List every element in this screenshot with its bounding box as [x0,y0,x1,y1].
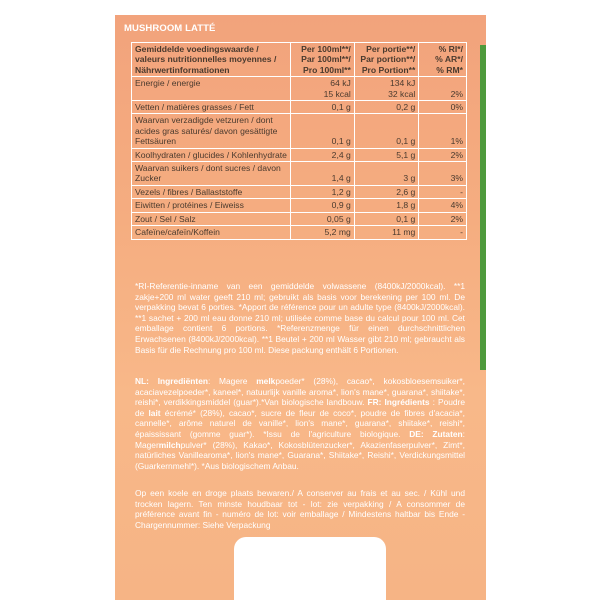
table-row [132,212,467,225]
row-ri: - [419,226,467,239]
header-nutrient: Gemiddelde voedingswaarde / valeurs nutritionnelles moyennes / Nährwertinformationen [132,43,291,77]
row-per100: 1,2 g [291,185,355,198]
row-label: Koolhydraten / glucides / Kohlenhydrate [132,148,291,161]
row-per100: 1,4 g [291,162,355,186]
row-per100: 0,1 g [291,114,355,148]
row-per-portion: 0,1 g [354,212,419,225]
row-per100: 0,05 g [291,212,355,225]
row-per100: 64 kJ 15 kcal [291,77,355,101]
row-ri: 4% [419,199,467,212]
table-row [132,101,467,114]
nutrition-table [131,42,467,240]
table-row [132,114,467,148]
blank-date-area [234,537,386,600]
product-title: MUSHROOM LATTÉ [124,23,216,34]
row-label: Vetten / matières grasses / Fett [132,101,291,114]
header-per-100ml: Per 100ml**/ Par 100ml**/ Pro 100ml** [291,43,355,77]
table-row [132,77,467,101]
ingredients-nl-pre: : Magere [207,376,257,386]
reference-intake-footnote [135,281,465,355]
package-green-edge [480,45,486,370]
footnote-text: *RI-Referentie-inname van een gemiddelde volwassene (8400kJ/2000kcal). **1 zakje+200 ml water geeft 210 ml; gebruikt als basis voor berekening per 100 ml. De verpakking bevat 6 porties. *Apport de référence pour un adulte type (8400kJ/2000kcal). **1 sachet + 200 ml eau donne 210 ml; utilisée comme base du calcul pour 100 ml. Cet emballage contient 6 portions. *Referenzmenge für einen durchschnittlichen Erwachsenen (8400kJ/2000kcal). **1 Beutel + 200 ml Wasser gibt 210 ml; gebraucht als Basis für die Rechnung pro 100 ml. Diese packung enthält 6 Portionen. [135,281,465,355]
row-per100: 0,1 g [291,101,355,114]
table-row [132,185,467,198]
header-per-portion: Per portie**/ Par portion**/ Pro Portion** [354,43,419,77]
row-per100: 0,9 g [291,199,355,212]
row-per-portion: 134 kJ 32 kcal [354,77,419,101]
row-label: Cafeïne/cafeïn/Koffein [132,226,291,239]
ingredients-fr-label: FR: Ingrédients [367,397,430,408]
ingredients-de-text: pulver* (28%), Kakao*, Kokosblütenzucker*, Akazienfaserpulver*, Zimt*, natürliches Vanillearoma*, lion's mane*, Guarana*, Shiitake*, Reishi*, Verdickungsmittel (Guarkernmehl*). *Aus biologischem Anbau. [135,439,465,471]
header-ri: % RI*/ % AR*/ % RM* [419,43,467,77]
storage-instructions: Op een koele en droge plaats bewaren./ A conserver au frais et au sec. / Kühl und trocken lagern. Ten minste houdbaar tot - lot: zie verpakking / A consommer de préférence avant fin - numéro de lot: voir emballage / Mindestens haltbar bis Ende - Chargennummer: Siehe Verpackung [135,488,465,530]
row-label: Zout / Sel / Salz [132,212,291,225]
row-label: Vezels / fibres / Ballaststoffe [132,185,291,198]
row-ri: 2% [419,212,467,225]
row-per-portion: 1,8 g [354,199,419,212]
row-label: Waarvan verzadigde vetzuren / dont acides gras saturés/ davon gesättigte Fettsäuren [132,114,291,148]
ingredients-nl-text: poeder* (28%), cacao*, kokosbloesemsuiker*, acaciavezelpoeder*, kaneel*, natuurlijk vanille aroma*, lion's mane*, guarana*, shiitake*, reishi*, verdikkingsmiddel (guar*).*Van biologische landbouw. [135,376,465,408]
row-per100: 5,2 mg [291,226,355,239]
row-ri: 1% [419,114,467,148]
row-ri: - [419,185,467,198]
row-label: Eiwitten / protéines / Eiweiss [132,199,291,212]
table-row [132,148,467,161]
ingredients-fr-allergen: lait [148,407,161,418]
ingredients-nl-allergen: melk [256,376,276,386]
row-ri: 2% [419,77,467,101]
row-per-portion: 11 mg [354,226,419,239]
row-per-portion: 5,1 g [354,148,419,161]
ingredients-fr-text: écrémé* (28%), cacao*, sucre de fleur de coco*, poudre de fibres d'acacia*, cannelle*, arôme naturel de vanille*, lion's mane*, guarana*, shiitake*, reishi*, épaississant (gomme guar*). *Issu de l'agriculture biologique. [135,407,465,439]
row-per-portion: 0,1 g [354,114,419,148]
ingredients-de-allergen: milch [158,439,181,450]
ingredients-de-pre: : Mager [135,428,465,450]
table-row [132,226,467,239]
row-per100: 2,4 g [291,148,355,161]
row-label: Waarvan suikers / dont sucres / davon Zucker [132,162,291,186]
table-row [132,162,467,186]
row-per-portion: 3 g [354,162,419,186]
row-per-portion: 2,6 g [354,185,419,198]
ingredients-fr-pre: : Poudre de [135,397,466,418]
table-row [132,199,467,212]
row-ri: 3% [419,162,467,186]
row-per-portion: 0,2 g [354,101,419,114]
row-ri: 0% [419,101,467,114]
table-header-row [132,43,467,77]
ingredients-block [135,376,465,471]
row-label: Energie / energie [132,77,291,101]
ingredients-nl-label: NL: Ingrediënten [135,376,208,386]
row-ri: 2% [419,148,467,161]
ingredients-de-label: DE: Zutaten [409,428,463,439]
